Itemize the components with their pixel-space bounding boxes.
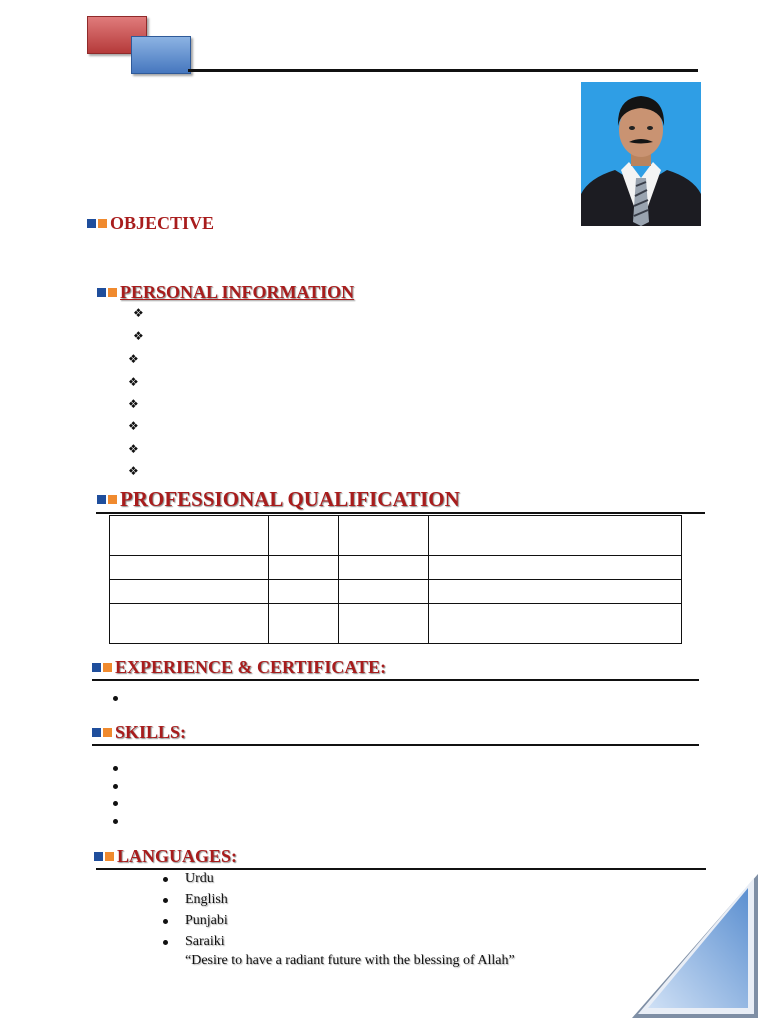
table-cell <box>110 516 269 556</box>
orange-square-icon <box>103 728 112 737</box>
orange-square-icon <box>108 288 117 297</box>
language-item: Punjabi <box>185 913 228 928</box>
table-cell <box>110 580 269 604</box>
closing-quote: “Desire to have a radiant future with the blessing of Allah” <box>185 953 515 968</box>
languages-rule <box>96 868 706 870</box>
bullet-icon <box>113 819 118 824</box>
skills-rule <box>92 744 699 746</box>
table-cell <box>269 580 339 604</box>
qualification-rule <box>96 512 705 514</box>
bullet-icon <box>163 898 168 903</box>
language-item: Urdu <box>185 871 214 886</box>
logo-blue-block <box>131 36 191 74</box>
diamond-bullet-icon: ❖ <box>128 352 139 366</box>
orange-square-icon <box>103 663 112 672</box>
bullet-icon <box>163 877 168 882</box>
table-cell <box>429 580 682 604</box>
language-item: Saraiki <box>185 934 225 949</box>
personal-information-heading: PERSONAL INFORMATION <box>97 282 354 303</box>
blue-square-icon <box>97 288 106 297</box>
diamond-bullet-icon: ❖ <box>128 464 139 478</box>
header-rule <box>188 69 698 72</box>
diamond-bullet-icon: ❖ <box>128 375 139 389</box>
table-cell <box>269 516 339 556</box>
professional-qualification-heading: PROFESSIONAL QUALIFICATION <box>97 487 460 512</box>
experience-heading: EXPERIENCE & CERTIFICATE: <box>92 657 386 678</box>
qualification-table <box>109 515 682 644</box>
table-cell <box>110 556 269 580</box>
person-portrait-icon <box>581 82 701 226</box>
blue-square-icon <box>92 728 101 737</box>
table-row <box>110 580 682 604</box>
bullet-icon <box>163 940 168 945</box>
objective-heading: OBJECTIVE <box>87 213 214 234</box>
table-cell <box>429 516 682 556</box>
bullet-icon <box>113 766 118 771</box>
diamond-bullet-icon: ❖ <box>133 306 144 320</box>
bullet-icon <box>113 784 118 789</box>
languages-heading: LANGUAGES: <box>94 846 237 867</box>
blue-square-icon <box>97 495 106 504</box>
bullet-icon <box>113 801 118 806</box>
table-cell <box>339 580 429 604</box>
skills-heading: SKILLS: <box>92 722 186 743</box>
diamond-bullet-icon: ❖ <box>128 419 139 433</box>
orange-square-icon <box>98 219 107 228</box>
bullet-icon <box>113 696 118 701</box>
table-cell <box>429 556 682 580</box>
experience-rule <box>92 679 699 681</box>
table-cell <box>339 604 429 644</box>
table-cell <box>269 604 339 644</box>
profile-photo <box>581 82 701 226</box>
diamond-bullet-icon: ❖ <box>128 442 139 456</box>
orange-square-icon <box>108 495 117 504</box>
table-cell <box>429 604 682 644</box>
diamond-bullet-icon: ❖ <box>133 329 144 343</box>
table-cell <box>339 516 429 556</box>
table-cell <box>339 556 429 580</box>
blue-square-icon <box>87 219 96 228</box>
table-row <box>110 556 682 580</box>
corner-triangle-decoration <box>630 872 760 1020</box>
blue-square-icon <box>94 852 103 861</box>
language-item: English <box>185 892 228 907</box>
table-cell <box>269 556 339 580</box>
diamond-bullet-icon: ❖ <box>128 397 139 411</box>
table-row <box>110 604 682 644</box>
blue-square-icon <box>92 663 101 672</box>
orange-square-icon <box>105 852 114 861</box>
bullet-icon <box>163 919 168 924</box>
table-row <box>110 516 682 556</box>
table-cell <box>110 604 269 644</box>
